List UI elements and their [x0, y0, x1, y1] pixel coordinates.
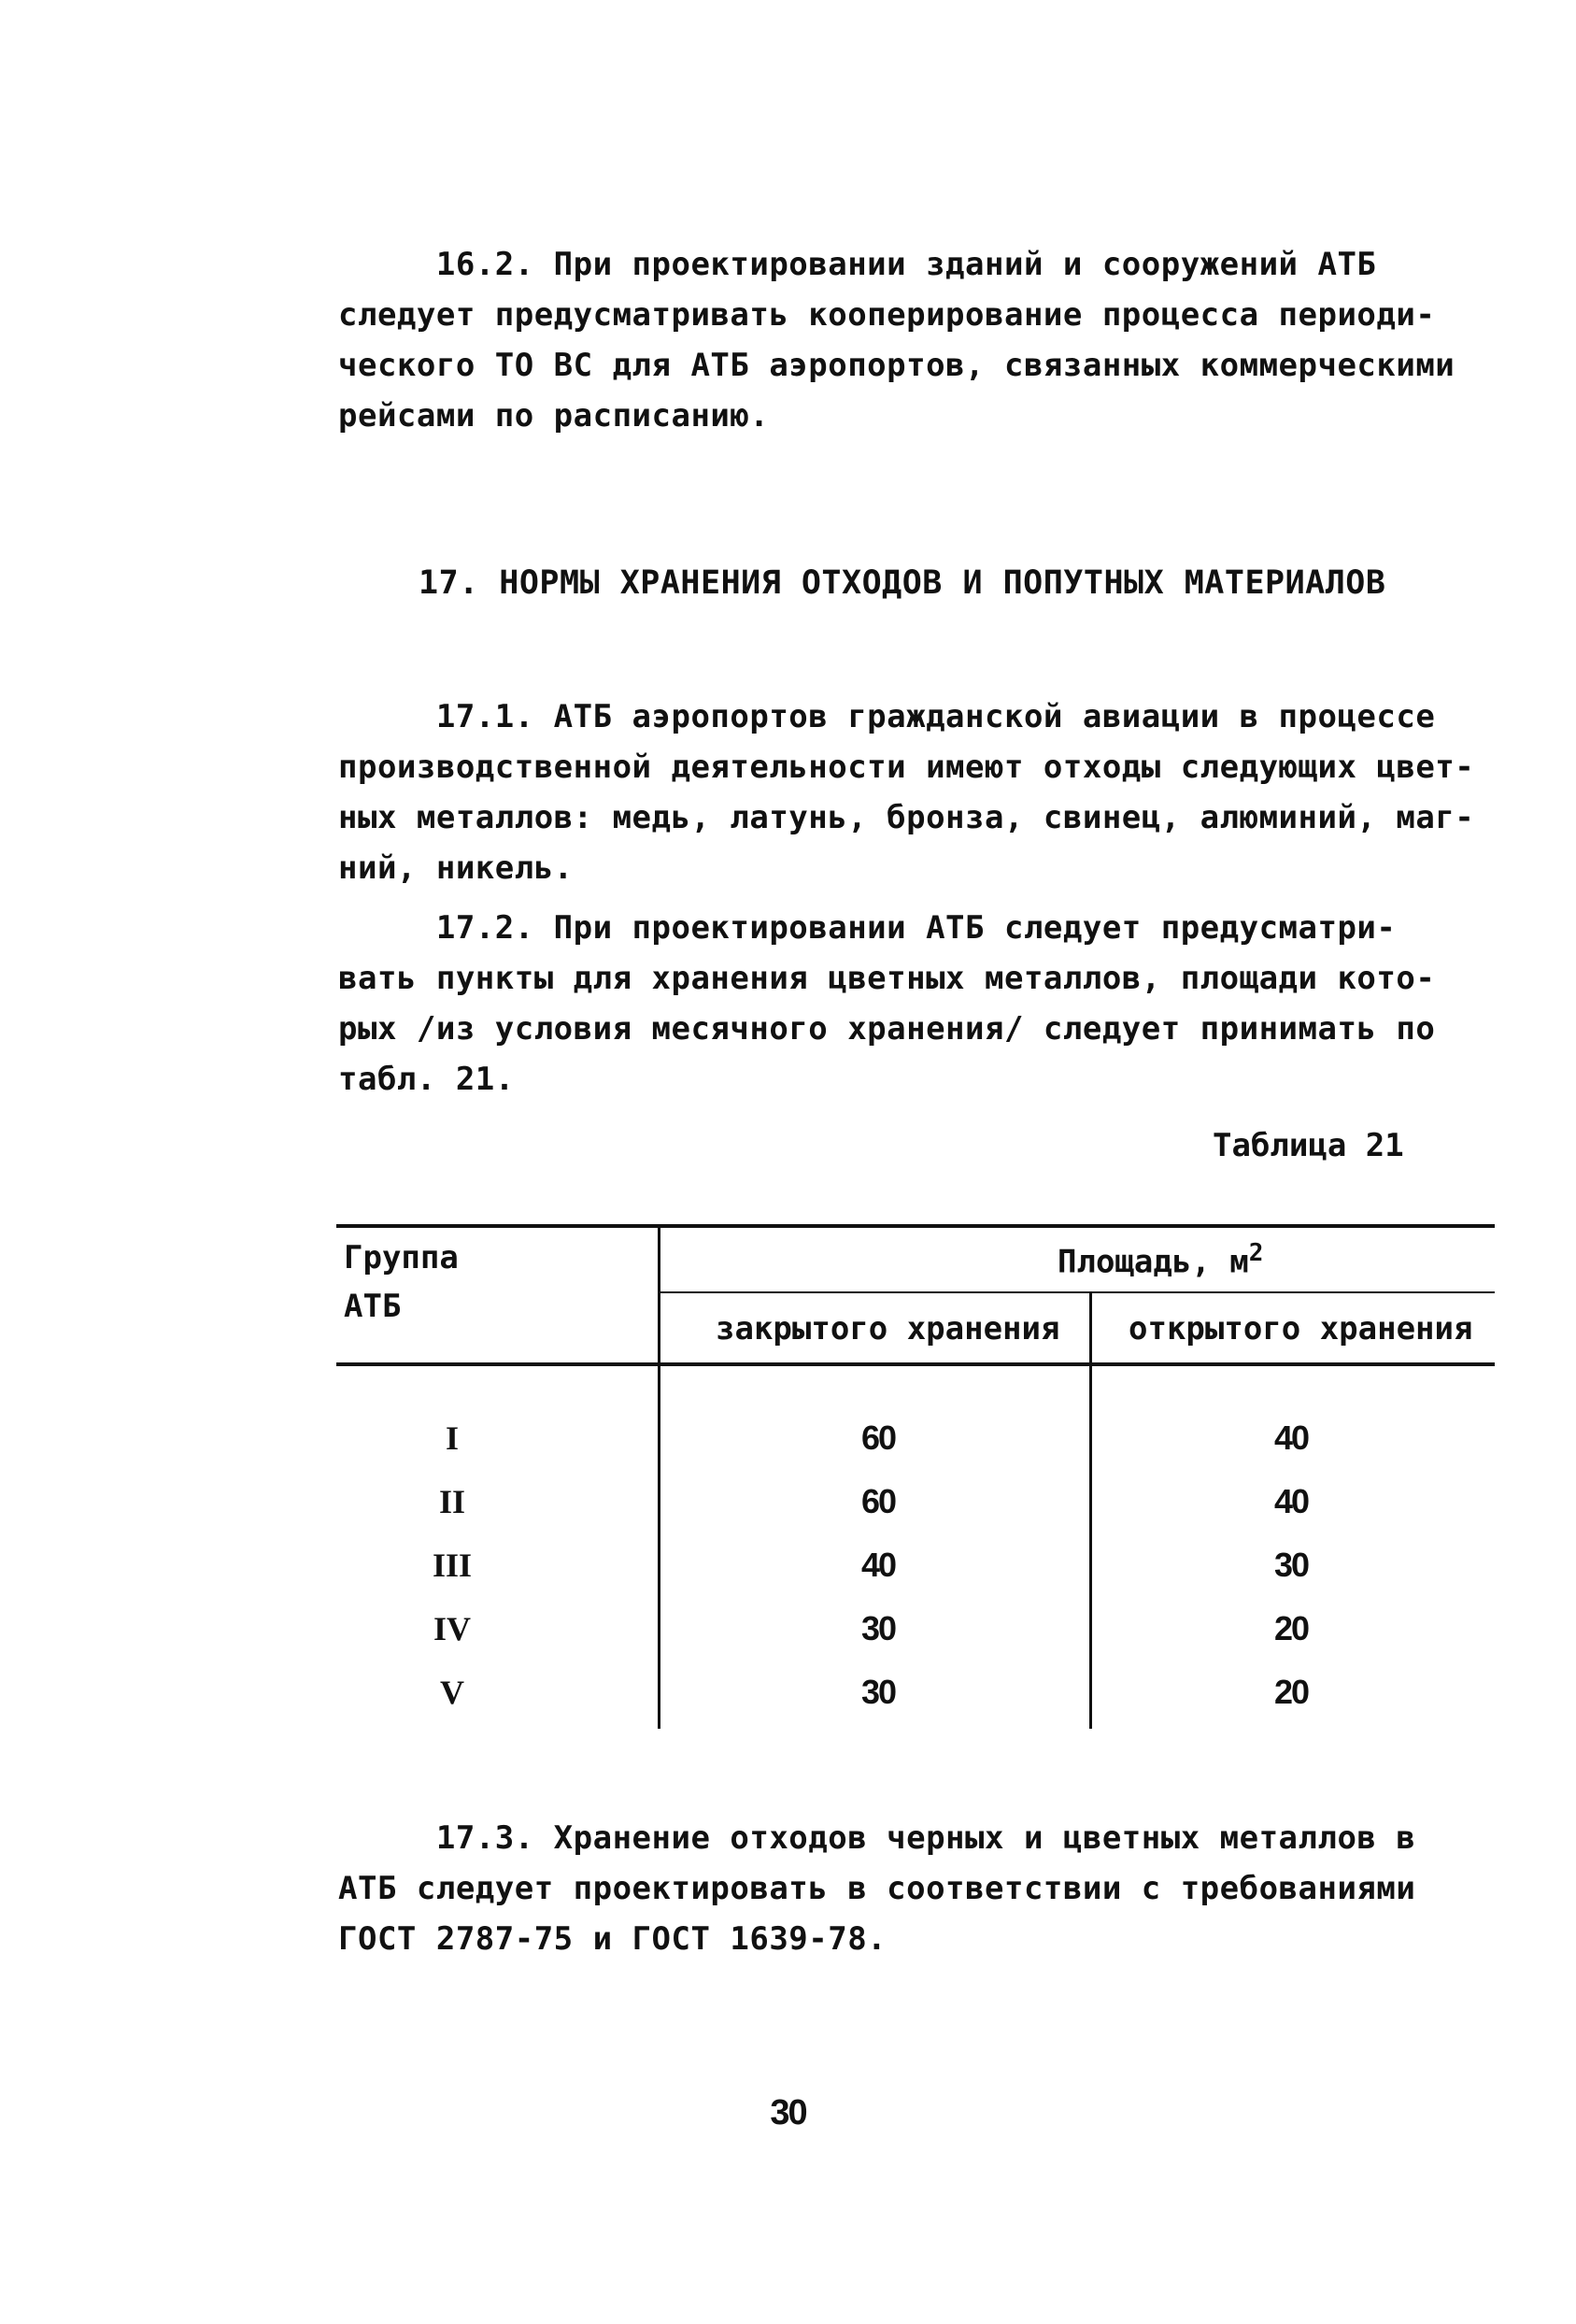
- paragraph-17-3: [338, 1813, 1497, 1964]
- table-header-bottom-rule: [336, 1362, 1495, 1366]
- header-group-line: АТБ: [344, 1288, 402, 1325]
- row-closed-value: 30: [860, 1673, 896, 1711]
- text-line: рейсами по расписанию.: [338, 397, 770, 435]
- text-line: ных металлов: медь, латунь, бронза, свинец, алюминий, маг-: [338, 799, 1475, 836]
- text-line: рых /из условия месячного хранения/ следует принимать по: [338, 1010, 1436, 1048]
- text-line: АТБ следует проектировать в соответствии с требованиями: [338, 1870, 1416, 1907]
- table-caption: Таблица 21: [1213, 1127, 1404, 1164]
- text-line: ний, никель.: [338, 849, 574, 887]
- header-open-storage: открытого хранения: [1129, 1310, 1473, 1347]
- text-line: 17.3. Хранение отходов черных и цветных металлов в: [338, 1819, 1416, 1857]
- paragraph-17-2: [338, 903, 1497, 1105]
- table-column-divider: [1089, 1291, 1092, 1729]
- header-group-line: Группа: [344, 1239, 459, 1276]
- paragraph-17-1: [338, 691, 1497, 893]
- text-line: следует предусматривать кооперирование процесса периоди-: [338, 296, 1436, 334]
- text-line: 17.2. При проектировании АТБ следует предусматри-: [338, 909, 1397, 947]
- row-closed-value: 40: [860, 1546, 896, 1584]
- text-line: 17.1. АТБ аэропортов гражданской авиации в процессе: [338, 698, 1436, 735]
- row-group: I: [445, 1419, 459, 1457]
- row-open-value: 30: [1273, 1546, 1309, 1584]
- table-column-divider: [658, 1224, 660, 1729]
- row-open-value: 20: [1273, 1609, 1309, 1647]
- row-open-value: 40: [1273, 1482, 1309, 1520]
- row-group: IV: [433, 1610, 471, 1647]
- table-sub-header-rule: [660, 1291, 1495, 1293]
- header-group: [344, 1239, 459, 1276]
- text-line: табл. 21.: [338, 1061, 515, 1098]
- text-line: производственной деятельности имеют отходы следующих цвет-: [338, 749, 1475, 786]
- row-closed-value: 30: [860, 1609, 896, 1647]
- text-line: вать пункты для хранения цветных металлов, площади кото-: [338, 960, 1436, 997]
- header-area-text: Площадь, м: [1058, 1243, 1249, 1281]
- row-group: V: [440, 1674, 464, 1711]
- section-heading-17: 17. НОРМЫ ХРАНЕНИЯ ОТХОДОВ И ПОПУТНЫХ МАТЕРИАЛОВ: [419, 564, 1386, 602]
- row-closed-value: 60: [860, 1482, 896, 1520]
- row-open-value: 40: [1273, 1419, 1309, 1457]
- text-line: 16.2. При проектировании зданий и сооружений АТБ: [338, 246, 1377, 283]
- table-21: [336, 1224, 1495, 1729]
- page-number: 30: [770, 2093, 806, 2132]
- header-area-superscript: 2: [1248, 1239, 1264, 1267]
- text-line: ческого ТО ВС для АТБ аэропортов, связанных коммерческими: [338, 347, 1455, 384]
- header-group: [344, 1288, 401, 1325]
- row-group: II: [438, 1483, 466, 1520]
- header-area: [1058, 1239, 1263, 1280]
- row-open-value: 20: [1273, 1673, 1309, 1711]
- table-top-rule: [336, 1224, 1495, 1228]
- row-closed-value: 60: [860, 1419, 896, 1457]
- header-closed-storage: закрытого хранения: [716, 1310, 1060, 1347]
- text-line: ГОСТ 2787-75 и ГОСТ 1639-78.: [338, 1920, 887, 1958]
- paragraph-16-2: [338, 239, 1497, 441]
- row-group: III: [432, 1547, 473, 1584]
